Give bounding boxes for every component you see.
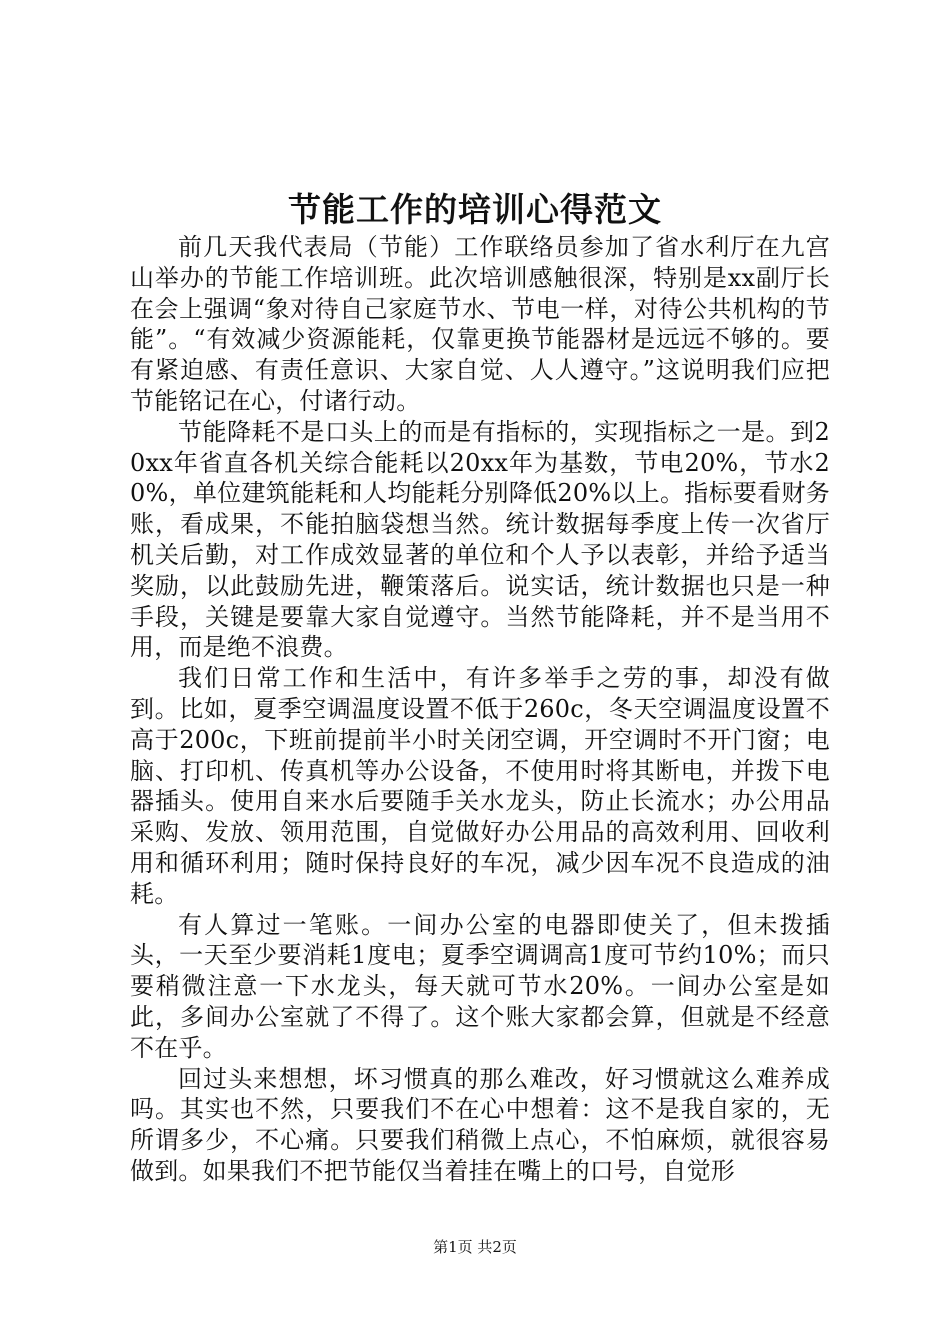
paragraph-1: 前几天我代表局（节能）工作联络员参加了省水利厅在九宫山举办的节能工作培训班。此次培训感触很深，特别是xx副厅长在会上强调“象对待自己家庭节水、节电一样，对待公共机构的节能”。“有效减少资源能耗，仅靠更换节能器材是远远不够的。要有紧迫感、有责任意识、大家自觉、人人遵守。”这说明我们应把节能铭记在心，付诸行动。 <box>130 233 830 415</box>
paragraph-5: 回过头来想想，坏习惯真的那么难改，好习惯就这么难养成吗。其实也不然，只要我们不在心中想着：这不是我自家的，无所谓多少，不心痛。只要我们稍微上点心，不怕麻烦，就很容易做到。如果我们不把节能仅当着挂在嘴上的口号，自觉形 <box>130 1064 830 1185</box>
paragraph-4: 有人算过一笔账。一间办公室的电器即使关了，但未拨插头，一天至少要消耗1度电；夏季空调调高1度可节约10%；而只要稍微注意一下水龙头，每天就可节水20%。一间办公室是如此，多间办公室就了不得了。这个账大家都会算，但就是不经意不在乎。 <box>130 910 830 1062</box>
paragraph-3: 我们日常工作和生活中，有许多举手之劳的事，却没有做到。比如，夏季空调温度设置不低于260c，冬天空调温度设置不高于200c，下班前提前半小时关闭空调，开空调时不开门窗；电脑、打印机、传真机等办公设备，不使用时将其断电，并拨下电器插头。使用自来水后要随手关水龙头，防止长流水；办公用品采购、发放、领用范围，自觉做好办公用品的高效利用、回收利用和循环利用；随时保持良好的车况，减少因车况不良造成的油耗。 <box>130 664 830 908</box>
paragraph-2: 节能降耗不是口头上的而是有指标的，实现指标之一是。到20xx年省直各机关综合能耗以20xx年为基数，节电20%，节水20%，单位建筑能耗和人均能耗分别降低20%以上。指标要看财务账，看成果，不能拍脑袋想当然。统计数据每季度上传一次省厅机关后勤，对工作成效显著的单位和个人予以表彰，并给予适当奖励，以此鼓励先进，鞭策落后。说实话，统计数据也只是一种手段，关键是要靠大家自觉遵守。当然节能降耗，并不是当用不用，而是绝不浪费。 <box>130 417 830 662</box>
page-footer: 第1页 共2页 <box>433 1238 517 1256</box>
document-body <box>130 232 830 1187</box>
document-title: 节能工作的培训心得范文 <box>288 190 662 229</box>
